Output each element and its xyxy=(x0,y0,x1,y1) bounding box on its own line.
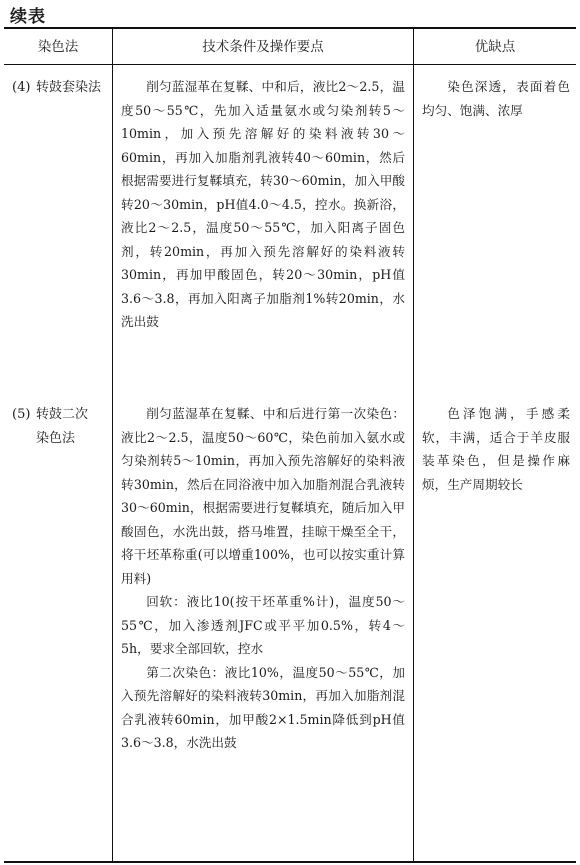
column-divider-1 xyxy=(112,28,113,862)
row-5-number: (5) xyxy=(12,407,31,422)
row-4-method-name: 转鼓套染法 xyxy=(36,80,102,95)
header-method: 染色法 xyxy=(37,39,79,55)
row-5-conditions-paragraph-1: 削匀蓝湿革在复鞣、中和后进行第一次染色：液比2～2.5，温度50～60℃，染色前加入氨水或匀染剂转5～10min，再加入预先溶解好的染料液转30min，然后在同浴液中加入加脂剂混合乳液转30～60min，根据需要进行复鞣填充，随后加入甲酸固色，水洗出鼓，搭马堆置，挂晾干燥至全干，将干坯革称重(可以增重100%，也可以按实重计算用料) xyxy=(121,406,405,586)
row-4-conditions-paragraph: 削匀蓝湿革在复鞣、中和后，液比2～2.5，温度50～55℃，先加入适量氨水或匀染剂转5～10min，加入预先溶解好的染料液转30～60min，再加入加脂剂乳液转40～60min，然后根据需要进行复鞣填充，转30～60min，加入甲酸转20～30min，pH值4.0～4.5，控水。换新浴，液比2～2.5，温度50～55℃，加入阳离子固色剂，转20min，再加入预先溶解好的染料液转30min，再加甲酸固色，转20～30min，pH值3.6～3.8，再加入阳离子加脂剂1%转20min，水洗出鼓 xyxy=(121,79,405,329)
top-rule xyxy=(4,27,576,29)
row-5-method-name-line2: 染色法 xyxy=(36,430,76,446)
row-4-conditions xyxy=(121,75,405,334)
row-4-pros-cons: 染色深透，表面着色均匀、饱满、浓厚 xyxy=(422,79,570,118)
row-5-pros-cons: 色泽饱满，手感柔软，丰满，适合于羊皮服装革染色，但是操作麻烦，生产周期较长 xyxy=(422,406,570,492)
row-5-conditions-paragraph-3: 第二次染色：液比10%，温度50～55℃，加入预先溶解好的染料液转30min，再加入加脂剂混合乳液转60min，加甲酸2×1.5min降低到pH值3.6～3.8，水洗出鼓 xyxy=(121,664,405,750)
row-5-method-name-line1: 转鼓二次 xyxy=(36,407,89,422)
bottom-rule xyxy=(4,861,576,863)
row-4-method xyxy=(12,76,104,100)
header-rule xyxy=(4,64,576,65)
header-pros-cons: 优缺点 xyxy=(474,39,516,55)
column-divider-2 xyxy=(413,28,414,862)
row-5-method xyxy=(12,403,104,450)
row-5-conditions xyxy=(121,402,405,755)
row-5-conditions-paragraph-2: 回软：液比10(按干坯革重%计)，温度50～55℃，加入渗透剂JFC或平平加0.5%，转4～5h，要求全部回软，控水 xyxy=(121,594,405,656)
row-4-number: (4) xyxy=(12,80,31,95)
header-conditions: 技术条件及操作要点 xyxy=(202,39,324,55)
table-caption: 续表 xyxy=(10,7,46,27)
